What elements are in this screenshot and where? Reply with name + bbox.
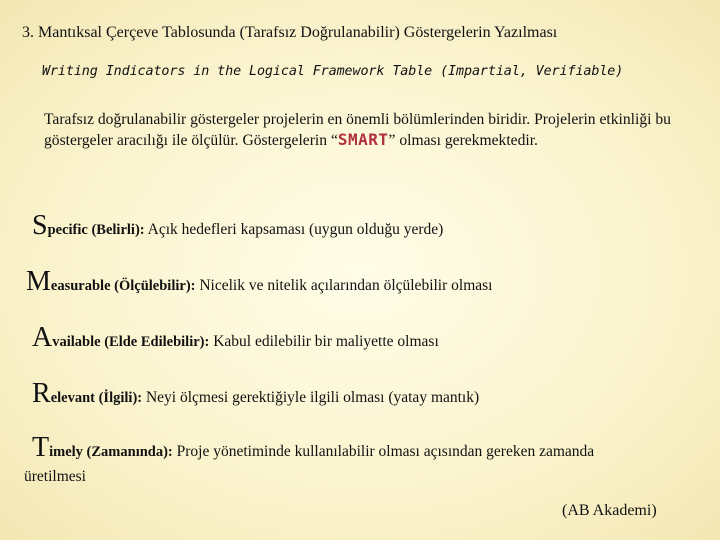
criterion-timely-continuation: üretilmesi [24, 468, 86, 485]
criterion-term: imely (Zamanında): [49, 444, 173, 460]
page-title: 3. Mantıksal Çerçeve Tablosunda (Tarafsız Doğrulanabilir) Göstergelerin Yazılması [22, 24, 558, 41]
criterion-description: Nicelik ve nitelik açılarından ölçülebilir olması [195, 277, 493, 294]
criterion-description: Neyi ölçmesi gerektiğiyle ilgili olması (yatay mantık) [142, 389, 480, 406]
criterion-initial: S [32, 210, 48, 241]
criterion-term: easurable (Ölçülebilir): [50, 278, 196, 294]
criterion-specific [32, 212, 443, 240]
smart-highlight: SMART [337, 129, 389, 149]
source-citation: (AB Akademi) [562, 502, 657, 519]
intro-text-end: ” olması gerekmektedir. [388, 131, 538, 149]
criterion-measurable [26, 268, 492, 296]
criterion-initial: T [32, 432, 50, 463]
criterion-available [32, 324, 439, 352]
criterion-initial: M [26, 266, 51, 297]
criterion-initial: A [32, 322, 53, 353]
intro-text-start: Tarafsız doğrulanabilir göstergeler projelerin en önemli bölümlerinden biridir. Projelerin etkinliği bu göstergeler aracılığı ile ölçülür. Göstergelerin “ [44, 111, 671, 149]
criterion-description: Açık hedefleri kapsaması (uygun olduğu yerde) [144, 221, 444, 238]
criterion-initial: R [32, 378, 51, 409]
intro-paragraph [44, 110, 684, 150]
criterion-description: Kabul edilebilir bir maliyette olması [209, 333, 439, 350]
criterion-timely [32, 434, 594, 462]
criterion-term: pecific (Belirli): [47, 222, 145, 238]
criterion-relevant [32, 380, 479, 408]
criterion-term: vailable (Elde Edilebilir): [52, 334, 210, 350]
criterion-term: elevant (İlgili): [50, 390, 143, 406]
page-subtitle: Writing Indicators in the Logical Framework Table (Impartial, Verifiable) [42, 64, 624, 79]
criterion-description: Proje yönetiminde kullanılabilir olması açısından gereken zamanda [172, 443, 595, 460]
